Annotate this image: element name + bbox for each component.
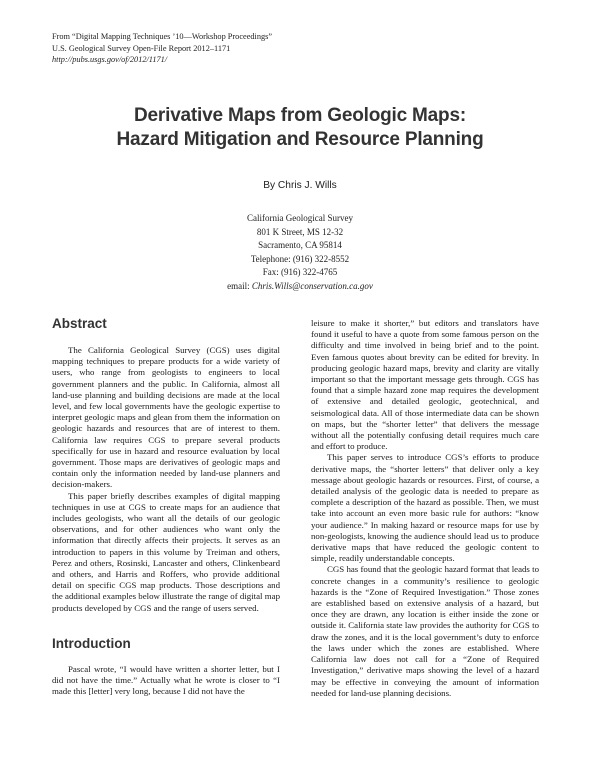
affiliation-city: Sacramento, CA 95814 [258, 240, 342, 250]
title-line-1: Derivative Maps from Geologic Maps: [134, 105, 466, 126]
header-report: U.S. Geological Survey Open-File Report 2012–1171 [52, 43, 231, 53]
affiliation-email-line [0, 280, 600, 294]
publication-header [52, 31, 272, 66]
right-paragraph-3: CGS has found that the geologic hazard format that leads to concrete changes in a community’s resilience to geologic hazards is the “Zone of Required Investigation.” Those zones are established based on extensive analysis of a hazard, but once they are drawn, any location is either inside the zone or outside it. California state law provides the authority for CGS to draw the zones, and it is the local government’s duty to enforce the laws under which the zones are established. Where California law does not call for a “Zone of Required Investigation,” derivative maps showing the level of a hazard may be effective in conveying the amount of information needed for land-use planning decisions. [311, 564, 539, 698]
author-byline: By Chris J. Wills [263, 180, 337, 191]
right-paragraph-1: leisure to make it shorter,” but editors and translators have found it useful to have a quote from some famous person on the difficulty and time involved in being brief and to the point. Even famous quotes about brevity can be edited for brevity. In producing geologic hazard maps, brevity and clarity are vitally important so that the important message gets through. CGS has found that a simple hazard zone map requires the development of extensive and detailed geologic, geotechnical, and seismological data. All of those intermediate data can be shown on maps, but the “shorter letter” that delivers the message without all the potentially confusing detail requires much care and effort to produce. [311, 318, 539, 452]
abstract-paragraph-2: This paper briefly describes examples of digital mapping techniques in use at CGS to create maps for an audience that includes geologists, who want all the details of our geologic observations, and for other audiences who want only the information that directly affects their projects. It serves as an introduction to papers in this volume by Treiman and others, Perez and others, Rosinski, Lancaster and others, Clinkenbeard and others, and Harris and Roffers, who provide additional detail on specific CGS map products. Those descriptions and the additional examples below illustrate the range of digital map products developed by CGS and the range of users served. [52, 490, 280, 613]
abstract-heading: Abstract [52, 316, 107, 331]
introduction-heading: Introduction [52, 635, 131, 651]
right-paragraph-2: This paper serves to introduce CGS’s efforts to produce derivative maps, the “shorter letters” that deliver only a key message about geologic hazards or resources. First, of course, a detailed analysis of the geologic data is needed to prepare as complete a description of the hazard as possible. Then, we must take into account an even more basic rule for authors: “know your audience.” In making hazard or resource maps for use by non-geologists, knowing the audience should lead us to produce derivative maps that have reduced the geologic content to simple, readily understandable concepts. [311, 452, 539, 564]
paper-title [0, 104, 600, 152]
affiliation-fax: Fax: (916) 322-4765 [262, 267, 338, 277]
introduction-paragraph-1: Pascal wrote, “I would have written a shorter letter, but I did not have the time.” Actually what he wrote is closer to “I made this [letter] very long, because I did not have the [52, 663, 280, 697]
email-link[interactable]: Chris.Wills@conservation.ca.gov [251, 280, 373, 291]
right-column [311, 318, 539, 699]
author-affiliation [0, 212, 600, 293]
abstract-paragraph-1: The California Geological Survey (CGS) uses digital mapping techniques to prepare products for a wide variety of users, who range from geologists to engineers to local government planners and the public. In California, almost all land-use planning and building decisions are made at the local level, and few local governments have the geologic expertise to interpret geologic maps and glean from them the information on geologic hazards and resources that are of interest to them. California law requires CGS to prepare several products specifically for use in hazard and resource evaluation by local government. Those maps are derivatives of geologic maps and contain only the information needed by land-use planners and decision-makers. [52, 345, 280, 490]
email-label: email: [227, 280, 252, 291]
affiliation-street: 801 K Street, MS 12-32 [256, 226, 344, 237]
affiliation-telephone: Telephone: (916) 322-8552 [250, 253, 350, 264]
header-source: From “Digital Mapping Techniques ’10—Workshop Proceedings” [52, 32, 273, 41]
title-line-2: Hazard Mitigation and Resource Planning [116, 129, 484, 150]
header-url[interactable]: http://pubs.usgs.gov/of/2012/1171/ [52, 55, 168, 64]
left-column [52, 316, 280, 697]
affiliation-org: California Geological Survey [247, 213, 353, 223]
